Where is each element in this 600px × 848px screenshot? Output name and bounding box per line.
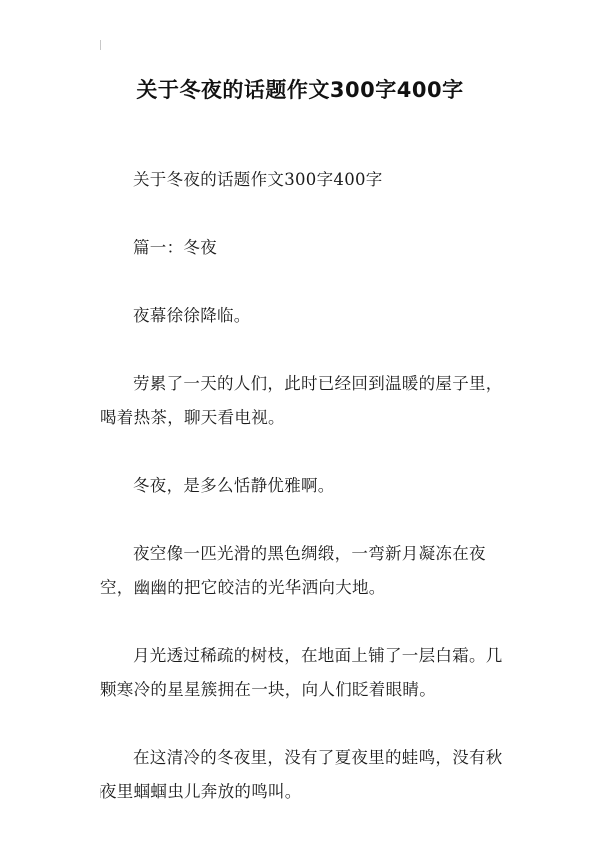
paragraph: 冬夜，是多么恬静优雅啊。: [133, 476, 335, 495]
paragraph-section-heading: 篇一：冬夜: [133, 238, 217, 257]
paragraph: 在这清冷的冬夜里，没有了夏夜里的蛙鸣，没有秋夜里蝈蝈虫儿奔放的鸣叫。: [100, 748, 503, 801]
page-corner-mark-top: [100, 40, 101, 50]
paragraph: 月光透过稀疏的树枝，在地面上铺了一层白霜。几颗寒冷的星星簇拥在一块，向人们眨着眼睛。: [100, 646, 503, 699]
paragraph: 夜空像一匹光滑的黑色绸缎，一弯新月凝冻在夜空，幽幽的把它皎洁的光华洒向大地。: [100, 544, 486, 597]
document-title: 关于冬夜的话题作文300字400字: [136, 78, 464, 102]
paragraph: 劳累了一天的人们，此时已经回到温暖的屋子里，喝着热茶，聊天看电视。: [100, 374, 503, 427]
paragraph: 夜幕徐徐降临。: [133, 306, 251, 325]
document-body: [100, 163, 510, 843]
paragraph-repeat-title: 关于冬夜的话题作文300字400字: [133, 170, 383, 189]
